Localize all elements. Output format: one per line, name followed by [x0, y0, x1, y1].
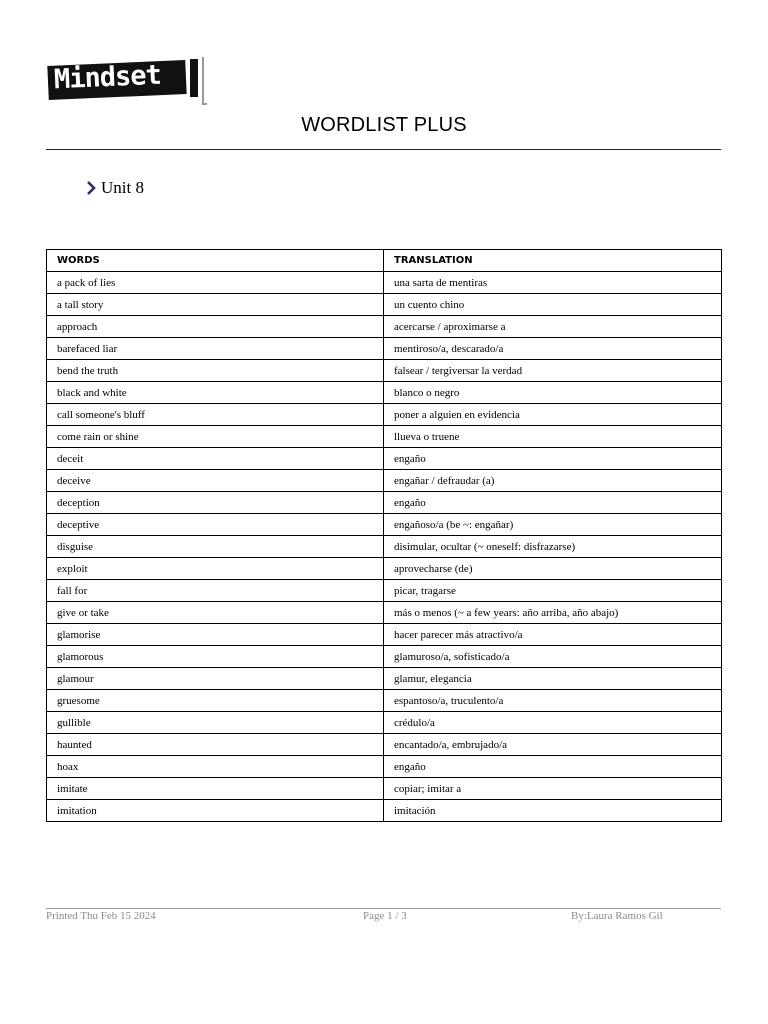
table-row — [47, 646, 722, 668]
column-header-translation: TRANSLATION — [384, 250, 722, 272]
word-cell: exploit — [47, 558, 384, 580]
translation-cell: disimular, ocultar (~ oneself: disfrazarse) — [384, 536, 722, 558]
translation-cell: crédulo/a — [384, 712, 722, 734]
word-cell: approach — [47, 316, 384, 338]
wordlist-body — [47, 272, 722, 822]
word-cell: gruesome — [47, 690, 384, 712]
word-cell: fall for — [47, 580, 384, 602]
translation-cell: un cuento chino — [384, 294, 722, 316]
table-row — [47, 668, 722, 690]
table-row — [47, 580, 722, 602]
unit-heading — [86, 178, 144, 198]
translation-cell: poner a alguien en evidencia — [384, 404, 722, 426]
word-cell: deceit — [47, 448, 384, 470]
word-cell: deceptive — [47, 514, 384, 536]
translation-cell: engañar / defraudar (a) — [384, 470, 722, 492]
word-cell: hoax — [47, 756, 384, 778]
translation-cell: blanco o negro — [384, 382, 722, 404]
translation-cell: engaño — [384, 756, 722, 778]
word-cell: glamour — [47, 668, 384, 690]
unit-label: Unit 8 — [101, 178, 144, 197]
word-cell: call someone's bluff — [47, 404, 384, 426]
footer-printed-date: Printed Thu Feb 15 2024 — [46, 910, 156, 922]
table-row — [47, 778, 722, 800]
translation-cell: llueva o truene — [384, 426, 722, 448]
translation-cell: engaño — [384, 492, 722, 514]
word-cell: glamorise — [47, 624, 384, 646]
title-divider — [46, 149, 721, 150]
word-cell: haunted — [47, 734, 384, 756]
translation-cell: imitación — [384, 800, 722, 822]
table-row — [47, 712, 722, 734]
table-row — [47, 426, 722, 448]
footer-divider — [46, 908, 721, 909]
word-cell: disguise — [47, 536, 384, 558]
translation-cell: engañoso/a (be ~: engañar) — [384, 514, 722, 536]
mindset-logo — [46, 57, 206, 103]
table-row — [47, 800, 722, 822]
table-header-row — [47, 250, 722, 272]
table-row — [47, 558, 722, 580]
table-row — [47, 338, 722, 360]
word-cell: barefaced liar — [47, 338, 384, 360]
translation-cell: encantado/a, embrujado/a — [384, 734, 722, 756]
translation-cell: engaño — [384, 448, 722, 470]
table-row — [47, 272, 722, 294]
table-row — [47, 316, 722, 338]
word-cell: imitation — [47, 800, 384, 822]
translation-cell: más o menos (~ a few years: año arriba, año abajo) — [384, 602, 722, 624]
page-title: WORDLIST PLUS — [301, 114, 467, 136]
table-row — [47, 624, 722, 646]
table-row — [47, 470, 722, 492]
table-row — [47, 690, 722, 712]
translation-cell: una sarta de mentiras — [384, 272, 722, 294]
translation-cell: glamuroso/a, sofisticado/a — [384, 646, 722, 668]
table-row — [47, 294, 722, 316]
table-row — [47, 514, 722, 536]
translation-cell: acercarse / aproximarse a — [384, 316, 722, 338]
word-cell: black and white — [47, 382, 384, 404]
logo-corner — [202, 57, 207, 105]
word-cell: come rain or shine — [47, 426, 384, 448]
column-header-words: WORDS — [47, 250, 384, 272]
wordlist-table — [46, 249, 722, 822]
translation-cell: copiar; imitar a — [384, 778, 722, 800]
table-row — [47, 492, 722, 514]
table-row — [47, 734, 722, 756]
translation-cell: picar, tragarse — [384, 580, 722, 602]
translation-cell: falsear / tergiversar la verdad — [384, 360, 722, 382]
table-row — [47, 360, 722, 382]
word-cell: deception — [47, 492, 384, 514]
chevron-right-icon — [86, 181, 96, 195]
table-row — [47, 448, 722, 470]
logo-bar — [190, 59, 198, 97]
translation-cell: mentiroso/a, descarado/a — [384, 338, 722, 360]
logo-text: Mindset — [53, 59, 162, 96]
translation-cell: espantoso/a, truculento/a — [384, 690, 722, 712]
word-cell: deceive — [47, 470, 384, 492]
translation-cell: hacer parecer más atractivo/a — [384, 624, 722, 646]
word-cell: give or take — [47, 602, 384, 624]
word-cell: imitate — [47, 778, 384, 800]
word-cell: glamorous — [47, 646, 384, 668]
table-row — [47, 756, 722, 778]
word-cell: a tall story — [47, 294, 384, 316]
word-cell: bend the truth — [47, 360, 384, 382]
word-cell: a pack of lies — [47, 272, 384, 294]
footer-author: By:Laura Ramos Gil — [571, 910, 663, 922]
translation-cell: aprovecharse (de) — [384, 558, 722, 580]
table-row — [47, 404, 722, 426]
word-cell: gullible — [47, 712, 384, 734]
footer-page-number: Page 1 / 3 — [363, 910, 407, 922]
table-row — [47, 536, 722, 558]
table-row — [47, 602, 722, 624]
translation-cell: glamur, elegancia — [384, 668, 722, 690]
table-row — [47, 382, 722, 404]
